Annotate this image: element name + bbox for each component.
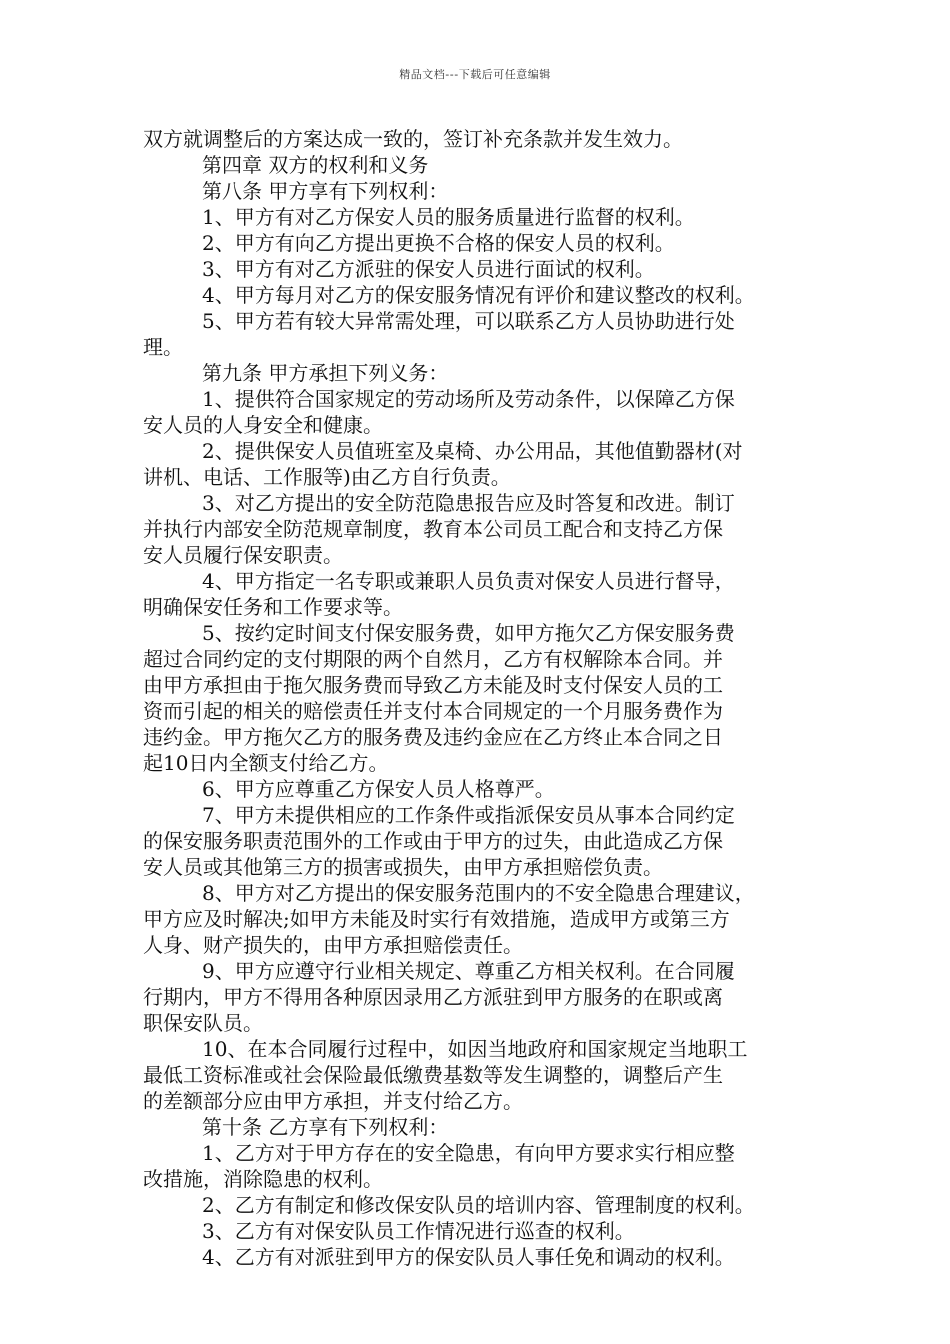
list-item: 6、甲方应尊重乙方保安人员人格尊严。 <box>202 777 555 801</box>
paragraph-line: 双方就调整后的方案达成一致的，签订补充条款并发生效力。 <box>143 127 683 151</box>
list-item: 3、甲方有对乙方派驻的保安人员进行面试的权利。 <box>202 257 655 281</box>
article-heading: 第十条 乙方享有下列权利： <box>202 1115 449 1139</box>
list-item: 2、乙方有制定和修改保安队员的培训内容、管理制度的权利。 <box>202 1193 755 1217</box>
paragraph-line: 安人员或其他第三方的损害或损失，由甲方承担赔偿负责。 <box>143 855 663 879</box>
paragraph-line: 超过合同约定的支付期限的两个自然月，乙方有权解除本合同。并 <box>143 647 723 671</box>
list-item: 2、提供保安人员值班室及桌椅、办公用品，其他值勤器材(对 <box>202 439 743 463</box>
chapter-heading: 第四章 双方的权利和义务 <box>202 153 429 177</box>
article-heading: 第八条 甲方享有下列权利： <box>202 179 449 203</box>
list-item: 3、对乙方提出的安全防范隐患报告应及时答复和改进。制订 <box>202 491 735 515</box>
paragraph-line: 资而引起的相关的赔偿责任并支付本合同规定的一个月服务费作为 <box>143 699 723 723</box>
paragraph-line: 理。 <box>143 335 183 359</box>
list-item: 4、乙方有对派驻到甲方的保安队员人事任免和调动的权利。 <box>202 1245 735 1269</box>
list-item: 10、在本合同履行过程中，如因当地政府和国家规定当地职工 <box>202 1037 748 1061</box>
page-header: 精品文档---下载后可任意编辑 <box>399 68 551 81</box>
paragraph-line: 由甲方承担由于拖欠服务费而导致乙方未能及时支付保安人员的工 <box>143 673 723 697</box>
list-item: 4、甲方每月对乙方的保安服务情况有评价和建议整改的权利。 <box>202 283 755 307</box>
paragraph-line: 最低工资标准或社会保险最低缴费基数等发生调整的，调整后产生 <box>143 1063 723 1087</box>
list-item: 4、甲方指定一名专职或兼职人员负责对保安人员进行督导， <box>202 569 735 593</box>
paragraph-line: 改措施，消除隐患的权利。 <box>143 1167 383 1191</box>
paragraph-line: 行期内，甲方不得用各种原因录用乙方派驻到甲方服务的在职或离 <box>143 985 723 1009</box>
paragraph-line: 起10日内全额支付给乙方。 <box>143 751 389 775</box>
list-item: 7、甲方未提供相应的工作条件或指派保安员从事本合同约定 <box>202 803 735 827</box>
paragraph-line: 明确保安任务和工作要求等。 <box>143 595 403 619</box>
list-item: 1、甲方有对乙方保安人员的服务质量进行监督的权利。 <box>202 205 695 229</box>
paragraph-line: 甲方应及时解决;如甲方未能及时实行有效措施，造成甲方或第三方 <box>143 907 730 931</box>
article-heading: 第九条 甲方承担下列义务： <box>202 361 449 385</box>
list-item: 3、乙方有对保安队员工作情况进行巡查的权利。 <box>202 1219 635 1243</box>
paragraph-line: 的保安服务职责范围外的工作或由于甲方的过失，由此造成乙方保 <box>143 829 723 853</box>
paragraph-line: 违约金。甲方拖欠乙方的服务费及违约金应在乙方终止本合同之日 <box>143 725 723 749</box>
list-item: 1、提供符合国家规定的劳动场所及劳动条件，以保障乙方保 <box>202 387 735 411</box>
paragraph-line: 安人员的人身安全和健康。 <box>143 413 383 437</box>
paragraph-line: 并执行内部安全防范规章制度，教育本公司员工配合和支持乙方保 <box>143 517 723 541</box>
list-item: 9、甲方应遵守行业相关规定、尊重乙方相关权利。在合同履 <box>202 959 735 983</box>
list-item: 8、甲方对乙方提出的保安服务范围内的不安全隐患合理建议， <box>202 881 755 905</box>
list-item: 2、甲方有向乙方提出更换不合格的保安人员的权利。 <box>202 231 675 255</box>
list-item: 5、按约定时间支付保安服务费，如甲方拖欠乙方保安服务费 <box>202 621 735 645</box>
list-item: 1、乙方对于甲方存在的安全隐患，有向甲方要求实行相应整 <box>202 1141 735 1165</box>
paragraph-line: 人身、财产损失的，由甲方承担赔偿责任。 <box>143 933 523 957</box>
paragraph-line: 职保安队员。 <box>143 1011 263 1035</box>
document-body <box>143 126 813 1270</box>
paragraph-line: 安人员履行保安职责。 <box>143 543 343 567</box>
paragraph-line: 的差额部分应由甲方承担，并支付给乙方。 <box>143 1089 523 1113</box>
list-item: 5、甲方若有较大异常需处理，可以联系乙方人员协助进行处 <box>202 309 735 333</box>
paragraph-line: 讲机、电话、工作服等)由乙方自行负责。 <box>143 465 511 489</box>
